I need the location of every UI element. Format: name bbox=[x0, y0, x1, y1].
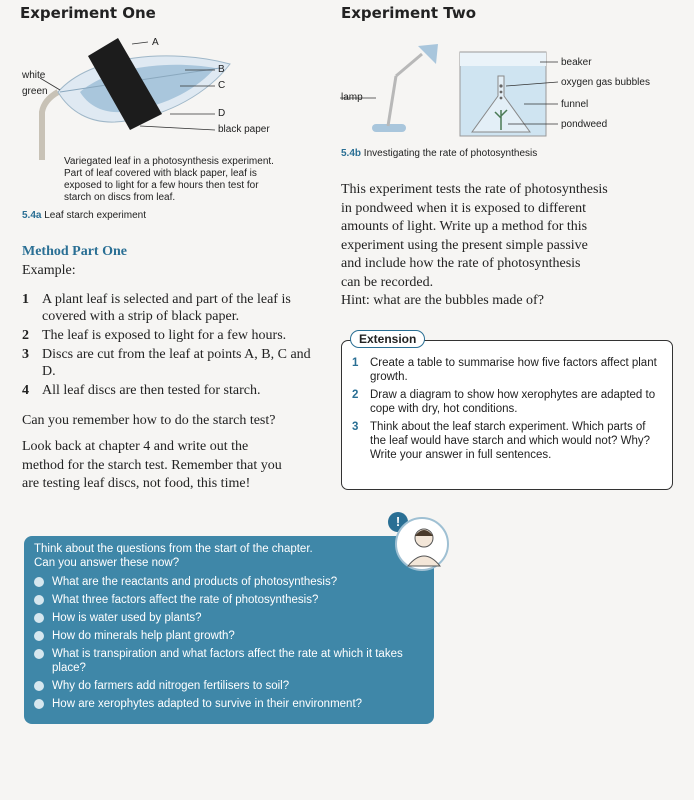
bullet-icon bbox=[34, 681, 44, 691]
label-pondweed: pondweed bbox=[561, 119, 608, 130]
method-step: 2 The leaf is exposed to light for a few hours. bbox=[22, 328, 287, 343]
review-question: What three factors affect the rate of photosynthesis? bbox=[34, 593, 404, 607]
extension-item: 3 Think about the leaf starch experiment. Which parts of the leaf would have starch and which would not? Why? Write your answer in full sentences. bbox=[352, 421, 650, 461]
student-avatar bbox=[392, 516, 452, 574]
bullet-icon bbox=[34, 631, 44, 641]
review-question: How do minerals help plant growth? bbox=[34, 629, 404, 643]
method-title: Method Part One bbox=[22, 244, 127, 259]
bullet-icon bbox=[34, 595, 44, 605]
label-lamp: lamp bbox=[341, 92, 363, 103]
leaf-figure-description: Variegated leaf in a photosynthesis experiment. Part of leaf covered with black paper, leaf is exposed to light for a few hours then test for starch on discs from leaf. bbox=[64, 156, 274, 203]
method-step: 4 All leaf discs are then tested for starch. bbox=[22, 383, 261, 398]
method-step: 1 A plant leaf is selected and part of the leaf is covered with a strip of black paper. bbox=[22, 292, 291, 324]
example-label: Example: bbox=[22, 263, 76, 278]
label-b: B bbox=[218, 64, 225, 75]
extension-tag: Extension bbox=[350, 330, 425, 348]
extension-item: 2 Draw a diagram to show how xerophytes are adapted to cope with dry, hot conditions. bbox=[352, 389, 656, 415]
experiment-one-heading: Experiment One bbox=[20, 4, 156, 22]
review-question: How is water used by plants? bbox=[34, 611, 404, 625]
starch-test-instruction: Look back at chapter 4 and write out the method for the starch test. Remember that you are testing leaf discs, not food, this time! bbox=[22, 439, 282, 491]
label-a: A bbox=[152, 37, 159, 48]
starch-test-question: Can you remember how to do the starch test? bbox=[22, 413, 276, 428]
method-step: 3 Discs are cut from the leaf at points A, B, C and D. bbox=[22, 347, 311, 379]
leaf-diagram bbox=[20, 30, 320, 160]
figure-caption-5-4b: 5.4b Investigating the rate of photosynthesis bbox=[341, 148, 538, 159]
figure-caption-5-4a: 5.4a Leaf starch experiment bbox=[22, 210, 146, 221]
label-oxygen-bubbles: oxygen gas bubbles bbox=[561, 77, 650, 88]
hint-text: Hint: what are the bubbles made of? bbox=[341, 293, 544, 308]
review-intro: Think about the questions from the start of the chapter. Can you answer these now? bbox=[34, 543, 313, 569]
label-black-paper: black paper bbox=[218, 124, 270, 135]
label-funnel: funnel bbox=[561, 99, 589, 110]
method-steps bbox=[22, 291, 322, 401]
label-d: D bbox=[218, 108, 226, 119]
experiment-two-heading: Experiment Two bbox=[341, 4, 476, 22]
label-green: green bbox=[22, 86, 48, 97]
label-beaker: beaker bbox=[561, 57, 592, 68]
extension-item: 1 Create a table to summarise how five factors affect plant growth. bbox=[352, 357, 657, 383]
review-question: Why do farmers add nitrogen fertilisers to soil? bbox=[34, 679, 404, 693]
bullet-icon bbox=[34, 577, 44, 587]
bullet-icon bbox=[34, 699, 44, 709]
review-question: What are the reactants and products of photosynthesis? bbox=[34, 575, 404, 589]
exclamation-badge-icon: ! bbox=[388, 512, 408, 532]
bullet-icon bbox=[34, 613, 44, 623]
label-white: white bbox=[22, 70, 46, 81]
review-question: What is transpiration and what factors affect the rate at which it takes place? bbox=[34, 647, 404, 675]
extension-list bbox=[352, 356, 662, 466]
review-question-list bbox=[34, 575, 404, 715]
pondweed-apparatus-diagram bbox=[340, 36, 560, 144]
bullet-icon bbox=[34, 649, 44, 659]
experiment-two-paragraph: This experiment tests the rate of photosynthesis in pondweed when it is exposed to different amounts of light. Write up a method for this experiment using the present simple passive and include how the rate of photosynthesis can be recorded. bbox=[341, 182, 608, 290]
review-question: How are xerophytes adapted to survive in their environment? bbox=[34, 697, 404, 711]
label-c: C bbox=[218, 80, 226, 91]
